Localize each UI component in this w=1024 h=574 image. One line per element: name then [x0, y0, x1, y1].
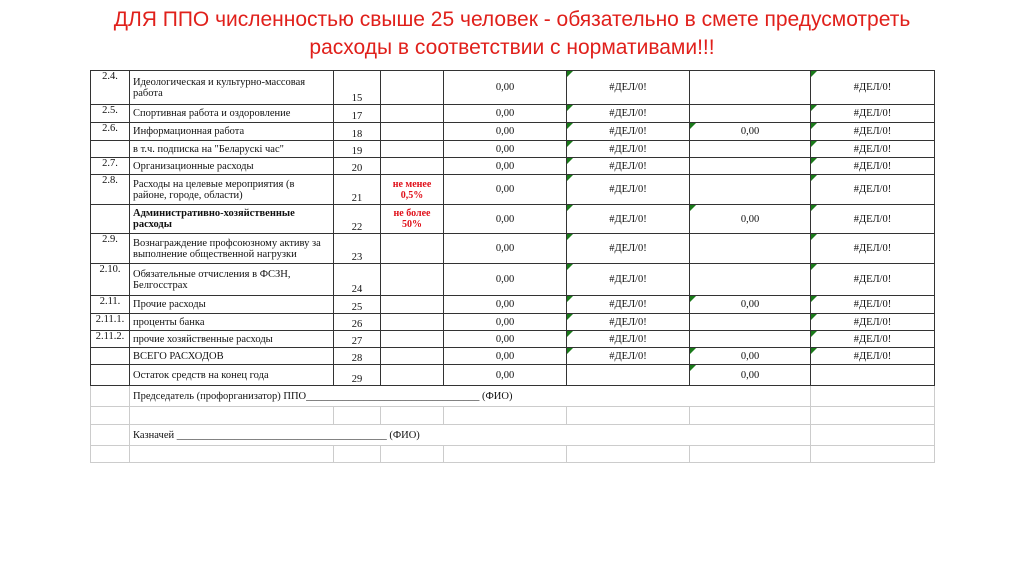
row-note[interactable] — [381, 71, 444, 105]
value-1[interactable]: 0,00 — [444, 123, 567, 141]
value-1[interactable]: 0,00 — [444, 331, 567, 348]
value-4[interactable]: #ДЕЛ/0! — [811, 314, 935, 331]
value-2[interactable]: #ДЕЛ/0! — [567, 141, 690, 158]
table-row — [91, 234, 935, 264]
value-2[interactable]: #ДЕЛ/0! — [567, 175, 690, 205]
row-name[interactable]: Идеологическая и культурно-массовая работа — [130, 71, 334, 105]
value-2[interactable]: #ДЕЛ/0! — [567, 105, 690, 123]
empty-cell[interactable] — [567, 446, 690, 463]
row-number[interactable]: 2.7. — [91, 158, 130, 175]
table-row — [91, 314, 935, 331]
table-row — [91, 365, 935, 386]
empty-cell[interactable] — [381, 407, 444, 425]
row-number[interactable] — [91, 141, 130, 158]
row-number[interactable] — [91, 365, 130, 386]
value-2[interactable]: #ДЕЛ/0! — [567, 123, 690, 141]
value-4[interactable]: #ДЕЛ/0! — [811, 123, 935, 141]
empty-cell[interactable] — [811, 425, 935, 446]
table-row — [91, 205, 935, 234]
row-name[interactable]: Расходы на целевые мероприятия (в районе, городе, области) — [130, 175, 334, 205]
value-1[interactable]: 0,00 — [444, 141, 567, 158]
treasurer-signature: Казначей ________________________________________ (ФИО) — [130, 425, 811, 446]
value-1[interactable]: 0,00 — [444, 348, 567, 365]
value-2[interactable]: #ДЕЛ/0! — [567, 71, 690, 105]
row-code[interactable]: 20 — [334, 158, 381, 175]
empty-cell[interactable] — [811, 386, 935, 407]
value-1[interactable]: 0,00 — [444, 365, 567, 386]
value-2[interactable]: #ДЕЛ/0! — [567, 348, 690, 365]
value-4[interactable]: #ДЕЛ/0! — [811, 296, 935, 314]
value-1[interactable]: 0,00 — [444, 158, 567, 175]
value-2[interactable]: #ДЕЛ/0! — [567, 296, 690, 314]
empty-cell[interactable] — [690, 407, 811, 425]
empty-cell[interactable] — [811, 446, 935, 463]
row-name[interactable]: в т.ч. подписка на "Беларускі час" — [130, 141, 334, 158]
value-4[interactable] — [811, 365, 935, 386]
row-note[interactable] — [381, 296, 444, 314]
value-3[interactable] — [690, 158, 811, 175]
value-3[interactable] — [690, 314, 811, 331]
row-name[interactable]: Информационная работа — [130, 123, 334, 141]
row-note[interactable] — [381, 158, 444, 175]
row-note[interactable]: не менее 0,5% — [381, 175, 444, 205]
value-3[interactable]: 0,00 — [690, 296, 811, 314]
row-name[interactable]: Обязательные отчисления в ФСЗН, Белгосстрах — [130, 264, 334, 296]
page-title — [0, 6, 1024, 62]
row-number[interactable]: 2.11. — [91, 296, 130, 314]
value-3[interactable] — [690, 175, 811, 205]
row-note[interactable] — [381, 331, 444, 348]
value-4[interactable]: #ДЕЛ/0! — [811, 141, 935, 158]
row-note[interactable] — [381, 105, 444, 123]
empty-cell[interactable] — [381, 446, 444, 463]
row-note[interactable] — [381, 234, 444, 264]
value-3[interactable] — [690, 105, 811, 123]
empty-cell[interactable] — [91, 425, 130, 446]
row-note[interactable] — [381, 264, 444, 296]
row-number[interactable]: 2.8. — [91, 175, 130, 205]
row-note[interactable]: не более 50% — [381, 205, 444, 234]
value-1[interactable]: 0,00 — [444, 71, 567, 105]
row-code[interactable]: 18 — [334, 123, 381, 141]
row-name[interactable]: Вознаграждение профсоюзному активу за выполнение общественной нагрузки — [130, 234, 334, 264]
row-name[interactable]: прочие хозяйственные расходы — [130, 331, 334, 348]
value-2[interactable]: #ДЕЛ/0! — [567, 331, 690, 348]
empty-cell[interactable] — [811, 407, 935, 425]
row-code[interactable]: 29 — [334, 365, 381, 386]
value-1[interactable]: 0,00 — [444, 296, 567, 314]
row-number[interactable]: 2.11.1. — [91, 314, 130, 331]
value-1[interactable]: 0,00 — [444, 105, 567, 123]
empty-cell[interactable] — [130, 407, 334, 425]
row-number[interactable]: 2.9. — [91, 234, 130, 264]
value-2[interactable]: #ДЕЛ/0! — [567, 205, 690, 234]
footer-row — [91, 425, 935, 446]
empty-cell[interactable] — [690, 446, 811, 463]
budget-table — [90, 70, 935, 463]
row-note[interactable] — [381, 365, 444, 386]
value-2[interactable] — [567, 365, 690, 386]
value-1[interactable]: 0,00 — [444, 205, 567, 234]
value-4[interactable]: #ДЕЛ/0! — [811, 331, 935, 348]
value-4[interactable]: #ДЕЛ/0! — [811, 348, 935, 365]
empty-cell[interactable] — [444, 446, 567, 463]
value-2[interactable]: #ДЕЛ/0! — [567, 158, 690, 175]
row-code[interactable]: 28 — [334, 348, 381, 365]
row-code[interactable]: 27 — [334, 331, 381, 348]
row-code[interactable]: 24 — [334, 264, 381, 296]
row-number[interactable] — [91, 205, 130, 234]
value-4[interactable]: #ДЕЛ/0! — [811, 105, 935, 123]
value-2[interactable]: #ДЕЛ/0! — [567, 264, 690, 296]
empty-cell[interactable] — [91, 446, 130, 463]
table-row — [91, 331, 935, 348]
table-row — [91, 296, 935, 314]
row-name[interactable]: ВСЕГО РАСХОДОВ — [130, 348, 334, 365]
row-code[interactable]: 17 — [334, 105, 381, 123]
table-row — [91, 264, 935, 296]
row-number[interactable]: 2.5. — [91, 105, 130, 123]
row-code[interactable]: 23 — [334, 234, 381, 264]
row-code[interactable]: 19 — [334, 141, 381, 158]
table-row — [91, 141, 935, 158]
chairman-signature: Председатель (профорганизатор) ППО_________________________________ (ФИО) — [130, 386, 811, 407]
value-4[interactable]: #ДЕЛ/0! — [811, 234, 935, 264]
value-3[interactable] — [690, 141, 811, 158]
row-code[interactable]: 21 — [334, 175, 381, 205]
row-number[interactable]: 2.10. — [91, 264, 130, 296]
table-row — [91, 158, 935, 175]
row-code[interactable]: 26 — [334, 314, 381, 331]
row-code[interactable]: 22 — [334, 205, 381, 234]
row-code[interactable]: 15 — [334, 71, 381, 105]
empty-cell[interactable] — [567, 407, 690, 425]
value-3[interactable]: 0,00 — [690, 123, 811, 141]
value-2[interactable]: #ДЕЛ/0! — [567, 234, 690, 264]
value-1[interactable]: 0,00 — [444, 264, 567, 296]
value-3[interactable]: 0,00 — [690, 348, 811, 365]
row-name[interactable]: Организационные расходы — [130, 158, 334, 175]
value-4[interactable]: #ДЕЛ/0! — [811, 71, 935, 105]
empty-cell[interactable] — [444, 407, 567, 425]
table-row — [91, 105, 935, 123]
row-note[interactable] — [381, 141, 444, 158]
row-number[interactable]: 2.4. — [91, 71, 130, 105]
row-number[interactable]: 2.6. — [91, 123, 130, 141]
empty-cell[interactable] — [334, 446, 381, 463]
row-number[interactable]: 2.11.2. — [91, 331, 130, 348]
value-3[interactable]: 0,00 — [690, 205, 811, 234]
value-3[interactable] — [690, 234, 811, 264]
value-3[interactable] — [690, 331, 811, 348]
empty-cell[interactable] — [91, 386, 130, 407]
empty-cell[interactable] — [130, 446, 334, 463]
row-name[interactable]: Прочие расходы — [130, 296, 334, 314]
value-4[interactable]: #ДЕЛ/0! — [811, 264, 935, 296]
title-line-2: расходы в соответствии с нормативами!!! — [309, 36, 715, 59]
value-4[interactable]: #ДЕЛ/0! — [811, 205, 935, 234]
footer-row — [91, 446, 935, 463]
value-4[interactable]: #ДЕЛ/0! — [811, 175, 935, 205]
value-1[interactable]: 0,00 — [444, 175, 567, 205]
row-name[interactable]: Административно-хозяйственные расходы — [130, 205, 334, 234]
row-note[interactable] — [381, 123, 444, 141]
footer-row — [91, 386, 935, 407]
row-name[interactable]: Спортивная работа и оздоровление — [130, 105, 334, 123]
value-3[interactable]: 0,00 — [690, 365, 811, 386]
table-row — [91, 123, 935, 141]
row-name[interactable]: Остаток средств на конец года — [130, 365, 334, 386]
table-row — [91, 71, 935, 105]
footer-row — [91, 407, 935, 425]
row-number[interactable] — [91, 348, 130, 365]
value-3[interactable] — [690, 71, 811, 105]
row-note[interactable] — [381, 348, 444, 365]
row-name[interactable]: проценты банка — [130, 314, 334, 331]
value-3[interactable] — [690, 264, 811, 296]
empty-cell[interactable] — [91, 407, 130, 425]
table-row — [91, 348, 935, 365]
value-1[interactable]: 0,00 — [444, 234, 567, 264]
row-code[interactable]: 25 — [334, 296, 381, 314]
row-note[interactable] — [381, 314, 444, 331]
value-1[interactable]: 0,00 — [444, 314, 567, 331]
value-2[interactable]: #ДЕЛ/0! — [567, 314, 690, 331]
empty-cell[interactable] — [334, 407, 381, 425]
title-line-1: ДЛЯ ППО численностью свыше 25 человек - обязательно в смете предусмотреть — [113, 8, 911, 31]
table-row — [91, 175, 935, 205]
value-4[interactable]: #ДЕЛ/0! — [811, 158, 935, 175]
